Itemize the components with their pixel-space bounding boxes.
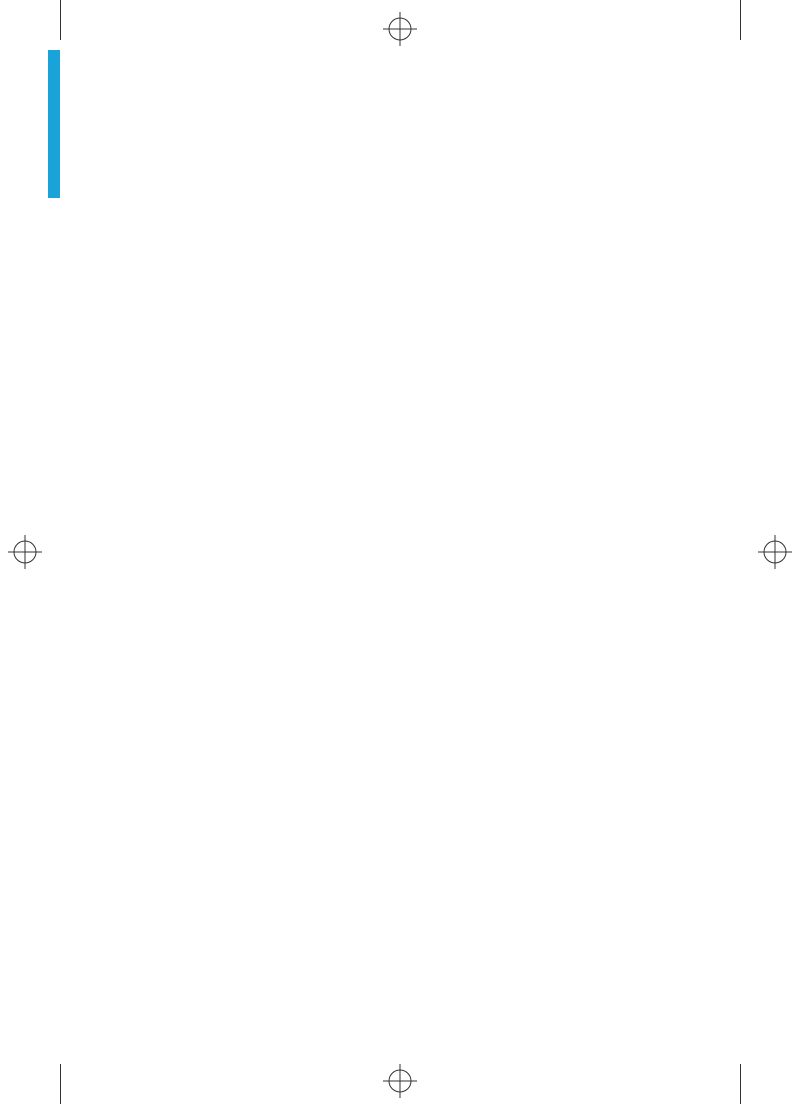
crop-mark-tr-v [740,0,741,40]
registration-mark-right [758,535,792,569]
crop-mark-bl-v [60,1064,61,1104]
registration-mark-top [383,12,417,46]
registration-mark-bottom [383,1064,417,1098]
crop-mark-tl-v [60,0,61,40]
registration-mark-left [8,535,42,569]
accent-bar [48,50,60,198]
crop-mark-br-v [740,1064,741,1104]
